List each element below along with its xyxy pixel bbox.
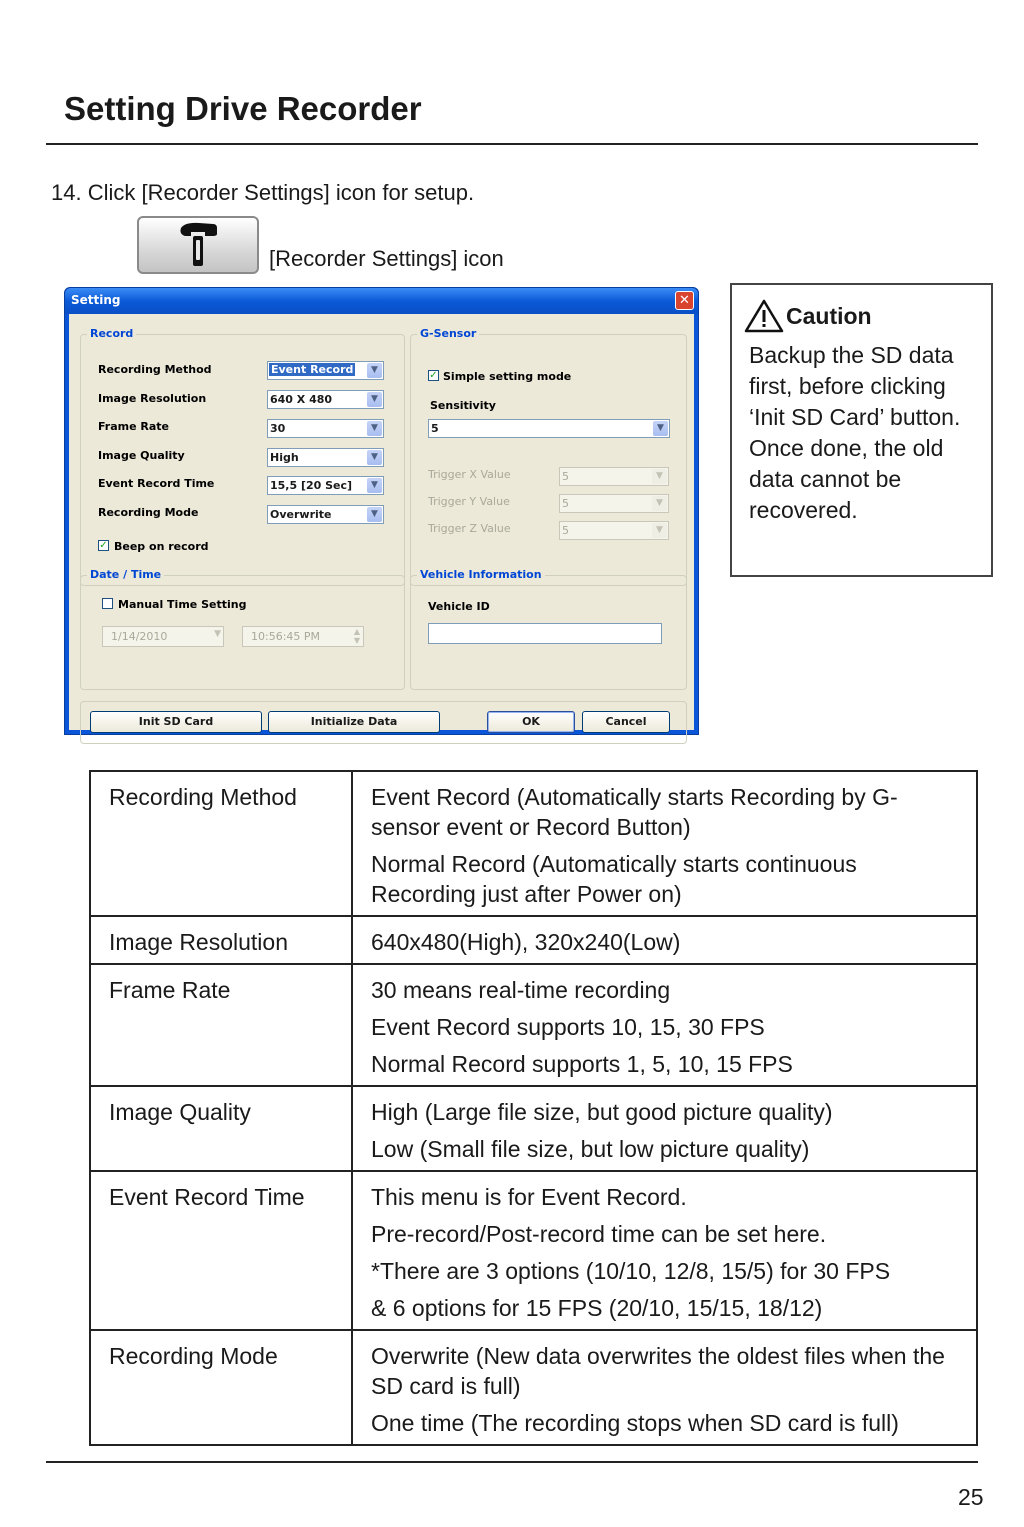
close-icon[interactable]: ✕ xyxy=(675,291,694,310)
footer-divider xyxy=(46,1461,978,1463)
setting-dialog xyxy=(64,287,699,735)
record-group-title: Record xyxy=(87,327,136,340)
page-number: 25 xyxy=(958,1484,984,1510)
caution-header xyxy=(744,299,872,333)
setting-description: Event Record (Automatically starts Recording by G-sensor event or Record Button) Normal Record (Automatically starts continuous Recording just after Power on) xyxy=(352,771,977,916)
setting-name: Image Quality xyxy=(90,1086,352,1171)
table-row xyxy=(90,916,977,964)
event-record-time-select[interactable]: 15,5 [20 Sec] ▼ xyxy=(267,476,384,495)
simple-mode-checkbox[interactable]: ✓ xyxy=(429,370,438,381)
datetime-group-title: Date / Time xyxy=(87,568,164,581)
cancel-button[interactable]: Cancel xyxy=(582,711,670,733)
initialize-data-button[interactable]: Initialize Data xyxy=(268,711,440,733)
dialog-titlebar[interactable] xyxy=(65,288,698,314)
recording-mode-label: Recording Mode xyxy=(98,506,199,519)
beep-label: Beep on record xyxy=(114,540,209,553)
table-row xyxy=(90,964,977,1086)
vehicle-group-title: Vehicle Information xyxy=(417,568,545,581)
setting-name: Recording Mode xyxy=(90,1330,352,1445)
recording-method-label: Recording Method xyxy=(98,363,212,376)
icon-caption: [Recorder Settings] icon xyxy=(269,246,504,271)
image-resolution-label: Image Resolution xyxy=(98,392,207,405)
recording-mode-select[interactable]: Overwrite ▼ xyxy=(267,505,384,524)
dialog-body xyxy=(69,314,694,730)
step-instruction: 14. Click [Recorder Settings] icon for setup. xyxy=(51,180,475,205)
trigger-y-label: Trigger Y Value xyxy=(428,495,510,508)
setting-description: High (Large file size, but good picture quality) Low (Small file size, but low picture quality) xyxy=(352,1086,977,1171)
gsensor-group-title: G-Sensor xyxy=(417,327,479,340)
simple-mode-label: Simple setting mode xyxy=(443,370,572,383)
table-row xyxy=(90,1330,977,1445)
image-quality-select[interactable]: High ▼ xyxy=(267,448,384,467)
button-panel xyxy=(80,701,687,744)
setting-description: 30 means real-time recording Event Record supports 10, 15, 30 FPS Normal Record supports 1, 5, 10, 15 FPS xyxy=(352,964,977,1086)
chevron-down-icon: ▼ xyxy=(367,507,382,522)
manual-time-label: Manual Time Setting xyxy=(118,598,247,611)
chevron-down-icon: ▼ xyxy=(367,450,382,465)
init-sd-card-button[interactable]: Init SD Card xyxy=(90,711,262,733)
sensitivity-select[interactable]: 5 ▼ xyxy=(428,419,670,438)
setting-description: Overwrite (New data overwrites the oldest files when the SD card is full) One time (The recording stops when SD card is full) xyxy=(352,1330,977,1445)
chevron-down-icon: ▼ xyxy=(367,363,382,378)
table-row xyxy=(90,771,977,916)
datetime-group xyxy=(80,568,405,690)
chevron-down-icon: ▼ xyxy=(214,629,221,639)
trigger-z-select[interactable]: 5 ▼ xyxy=(559,521,669,540)
table-row xyxy=(90,1171,977,1330)
vehicle-group xyxy=(410,568,687,690)
time-spinner[interactable]: 10:56:45 PM ▲ ▼ xyxy=(242,626,364,647)
chevron-down-icon: ▼ xyxy=(367,478,382,493)
record-group xyxy=(80,327,405,586)
caution-text: Backup the SD data first, before clicking ‘Init SD Card’ button. Once done, the old data cannot be recovered. xyxy=(749,342,961,523)
setting-name: Recording Method xyxy=(90,771,352,916)
image-resolution-select[interactable]: 640 X 480 ▼ xyxy=(267,390,384,409)
trigger-x-select[interactable]: 5 ▼ xyxy=(559,467,669,486)
sensitivity-label: Sensitivity xyxy=(430,399,496,412)
hammer-icon xyxy=(175,220,221,270)
chevron-down-icon: ▼ xyxy=(367,421,382,436)
image-quality-label: Image Quality xyxy=(98,449,185,462)
title-divider xyxy=(46,143,978,145)
gsensor-group xyxy=(410,327,687,586)
date-picker[interactable]: 1/14/2010 ▼ xyxy=(102,626,224,647)
recorder-settings-button[interactable] xyxy=(137,216,259,274)
settings-description-table xyxy=(89,770,978,1446)
chevron-down-icon: ▼ xyxy=(652,469,667,484)
setting-description: 640x480(High), 320x240(Low) xyxy=(352,916,977,964)
spinner-icon: ▲ ▼ xyxy=(353,627,360,645)
page-title: Setting Drive Recorder xyxy=(64,90,422,127)
ok-button[interactable]: OK xyxy=(487,711,575,733)
chevron-down-icon: ▼ xyxy=(652,523,667,538)
beep-checkbox[interactable]: ✓ xyxy=(99,540,108,551)
trigger-x-label: Trigger X Value xyxy=(428,468,511,481)
vehicle-id-label: Vehicle ID xyxy=(428,600,490,613)
warning-icon xyxy=(744,299,784,333)
table-row xyxy=(90,1086,977,1171)
chevron-down-icon: ▼ xyxy=(367,392,382,407)
setting-description: This menu is for Event Record. Pre-record/Post-record time can be set here. *There are 3 options (10/10, 12/8, 15/5) for 30 FPS & 6 options for 15 FPS (20/10, 15/15, 18/12) xyxy=(352,1171,977,1330)
setting-name: Frame Rate xyxy=(90,964,352,1086)
chevron-down-icon: ▼ xyxy=(653,421,668,436)
caution-box xyxy=(730,283,993,577)
setting-name: Event Record Time xyxy=(90,1171,352,1330)
chevron-down-icon: ▼ xyxy=(652,496,667,511)
setting-name: Image Resolution xyxy=(90,916,352,964)
trigger-y-select[interactable]: 5 ▼ xyxy=(559,494,669,513)
caution-title: Caution xyxy=(786,302,872,329)
frame-rate-select[interactable]: 30 ▼ xyxy=(267,419,384,438)
recording-method-select[interactable]: Event Record ▼ xyxy=(267,361,384,380)
dialog-title: Setting xyxy=(71,293,121,307)
trigger-z-label: Trigger Z Value xyxy=(428,522,511,535)
event-record-time-label: Event Record Time xyxy=(98,477,215,490)
frame-rate-label: Frame Rate xyxy=(98,420,170,433)
manual-time-checkbox[interactable] xyxy=(102,598,113,609)
vehicle-id-input[interactable] xyxy=(428,623,662,644)
